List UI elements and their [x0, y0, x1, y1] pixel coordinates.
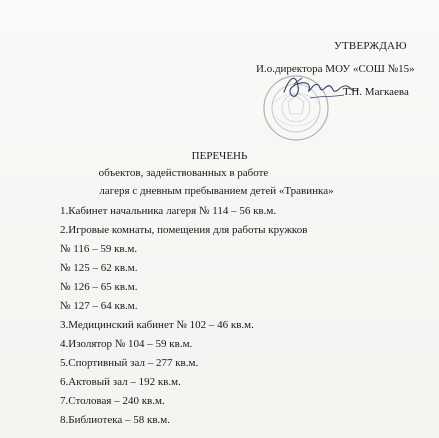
- list-item: № 126 – 65 кв.м.: [60, 281, 138, 293]
- approve-label: УТВЕРЖДАЮ: [334, 40, 407, 52]
- list-item: 2.Игровые комнаты, помещения для работы кружков: [60, 224, 308, 236]
- list-item: 3.Медицинский кабинет № 102 – 46 кв.м.: [60, 319, 254, 331]
- list-item: 4.Изолятор № 104 – 59 кв.м.: [60, 338, 193, 350]
- list-item: № 116 – 59 кв.м.: [60, 243, 138, 255]
- list-item: 1.Кабинет начальника лагеря № 114 – 56 кв.м.: [60, 205, 277, 217]
- document-subtitle-1: объектов, задействованных в работе: [98, 167, 269, 179]
- document-title: ПЕРЕЧЕНЬ: [191, 150, 248, 162]
- director-name: Т.П. Магкаева: [343, 86, 409, 98]
- list-item: 7.Столовая – 240 кв.м.: [60, 395, 165, 407]
- list-item: 6.Актовый зал – 192 кв.м.: [60, 376, 181, 388]
- list-item: 5.Спортивный зал – 277 кв.м.: [60, 357, 199, 369]
- list-item: № 125 – 62 кв.м.: [60, 262, 138, 274]
- document-subtitle-2: лагеря с дневным пребыванием детей «Травинка»: [99, 185, 334, 197]
- list-item: 8.Библиотека – 58 кв.м.: [60, 414, 171, 426]
- list-item: № 127 – 64 кв.м.: [60, 300, 138, 312]
- director-title: И.о.директора МОУ «СОШ №15»: [256, 63, 415, 75]
